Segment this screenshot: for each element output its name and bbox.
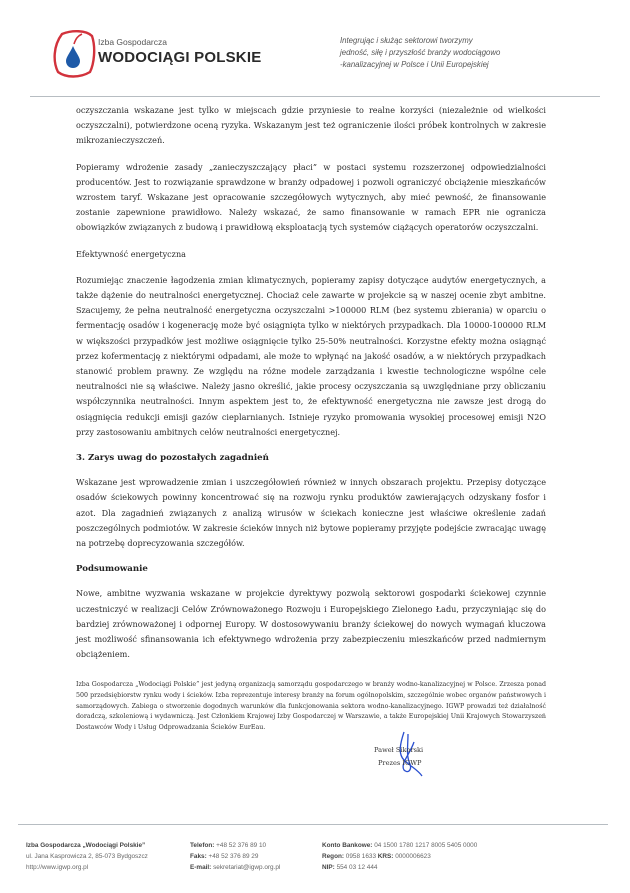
- signatory-name: Paweł Sikorski: [374, 746, 424, 754]
- paragraph: oczyszczania wskazane jest tylko w miejscach gdzie przyniesie to realne korzyści (niezależnie od wielkości oczyszczalni), potwierdzone oceną ryzyka. Wskazanym jest też ograniczenie ilości próbek kontrolnych w zakresie mikrozanieczyszczeń.: [76, 105, 546, 146]
- nip-value: 554 03 12 444: [336, 864, 378, 871]
- paragraph: Wskazane jest wprowadzenie zmian i uszczegółowień również w innych obszarach projektu. Przepisy dotyczące osadów ściekowych powinny koncentrować się na rozwoju rynku produktów zawierających odzyskany fosfor i azot. Dla zagadnień związanych z analizą wirusów w ściekach konieczne jest właściwe określenie zadań poszczególnych podmiotów. W zakresie ścieków innych niż bytowe popieramy przyjęte podejście zwracając uwagę na potrzebę doprecyzowania szczegółów.: [76, 477, 546, 549]
- motto-line: jedność, siłę i przyszłość branży wodociągowo: [340, 48, 501, 57]
- bank-value: 04 1500 1780 1217 8005 5405 0000: [374, 842, 478, 849]
- footer-address: [26, 840, 186, 873]
- motto-line: -kanalizacyjnej w Polsce i Unii Europejskiej: [340, 60, 489, 69]
- regon-label: Regon:: [322, 853, 345, 860]
- paragraph: Popieramy wdrożenie zasady „zanieczyszczający płaci” w postaci systemu rozszerzonej odpowiedzialności producentów. Jest to rozwiązanie sprawdzone w branży odpadowej i pozwoli ograniczyć obciążenie mieszkańców wzrostem taryf. Wskazane jest opracowanie szczegółowych wytycznych, aby mieć pewność, że finansowanie zostanie zapewnione prawidłowo. Należy wskazać, że samo finansowanie w ramach EPR nie ogranicza obowiązków związanych z budową i prawidłową eksploatacją tych systemów ciążących operatorów oczyszczalni.: [76, 161, 546, 233]
- logo-drop-icon: [52, 28, 96, 80]
- footer-website-link[interactable]: http://www.igwp.org.pl: [26, 864, 89, 871]
- nip-label: NIP:: [322, 864, 335, 871]
- email-link[interactable]: sekretariat@igwp.org.pl: [213, 864, 281, 871]
- paragraph: Nowe, ambitne wyzwania wskazane w projekcie dyrektywy pozwolą sektorowi gospodarki ściekowej czynnie uczestniczyć w realizacji Celów Zrównoważonego Rozwoju i Europejskiego Zielonego Ładu, przyczyniając się do bardziej zrównoważonej i odpornej Europy. W dostosowywaniu branży ściekowej do nowych wymagań kluczowa jest możliwość sfinansowania ich efektywnego wdrożenia przy zabezpieczeniu mieszkańców przed nadmiernym obciążeniem.: [76, 588, 546, 660]
- email-label: E-mail:: [190, 864, 212, 871]
- signatory-role: Prezes IGWP: [378, 759, 422, 767]
- section-heading: 3. Zarys uwag do pozostałych zagadnień: [76, 453, 269, 464]
- letter-body: [76, 103, 546, 674]
- subheading-energy-efficiency: Efektywność energetyczna: [76, 248, 186, 259]
- footer-org-name: Izba Gospodarcza „Wodociągi Polskie”: [26, 842, 146, 849]
- fax-value: +48 52 376 89 29: [208, 853, 259, 860]
- summary-heading: Podsumowanie: [76, 564, 148, 575]
- krs-value: 0000006623: [395, 853, 431, 860]
- org-name-logo: WODOCIĄGI POLSKIE: [98, 49, 262, 66]
- signature-block: [374, 744, 514, 770]
- phone-label: Telefon:: [190, 842, 215, 849]
- footer-divider: [18, 824, 608, 825]
- motto: [340, 35, 560, 71]
- org-name-small: Izba Gospodarcza: [98, 37, 167, 47]
- phone-value: +48 52 376 89 10: [216, 842, 267, 849]
- krs-label: KRS:: [377, 853, 394, 860]
- paragraph: Rozumiejąc znaczenie łagodzenia zmian klimatycznych, popieramy zapisy dotyczące audytów energetycznych, a także dążenie do neutralności energetycznej. Chociaż cele zawarte w projekcie są w naszej ocenie zbyt ambitne. Szacujemy, że pełna neutralność energetyczna oczyszczalni >100000 RLM (bez systemu zbierania) w oparciu o fermentację osadów i kogenerację może być osiągnięta tylko w niektórych przypadkach. Dla 10000-100000 RLM w większości przypadków jest możliwe osiągnięcie tylko 25-50% neutralności. Korzystne efekty można osiągnąć przez kofermentację z niektórymi odpadami, ale może to wpłynąć na jakość osadów, a w niektórych przypadkach stanowić problem prawny. Ze względu na różne modele zarządzania i kwestie technologiczne wspólne cele neutralności nie są właściwe. Należy jasno określić, jakie procesy oczyszczania są uwzględniane przy obliczaniu współczynnika neutralności. Innym aspektem jest to, że efektywność energetyczna nie zawsze jest drogą do osiągnięcia redukcji emisji gazów cieplarnianych. Istnieje ryzyko promowania wysokiej procesowej emisji N2O przy zastosowaniu ambitnych celów neutralności energetycznej.: [76, 274, 546, 437]
- organization-about: Izba Gospodarcza „Wodociągi Polskie” jest jedyną organizacją samorządu gospodarczego w branży wodno-kanalizacyjnej w Polsce. Zrzesza ponad 500 przedsiębiorstw rynku wody i ścieków. Izba reprezentuje interesy branży na forum ogólnopolskim, szczególnie wobec organów państwowych i samorządowych. Zabiega o stworzenie dogodnych warunków dla funkcjonowania sektora wodno-kanalizacyjnego. IGWP prowadzi też działalność doradczą, szkoleniową i wydawniczą. Jest Członkiem Krajowej Izby Gospodarczej w Warszawie, a także Europejskiej Unii Krajowych Stowarzyszeń Dostawców Wody i Usług Odprowadzania Ścieków EurEau.: [76, 681, 546, 732]
- footer-street: ul. Jana Kasprowicza 2, 85-073 Bydgoszcz: [26, 853, 148, 860]
- letterhead: [0, 0, 630, 100]
- regon-value: 0958 1633: [345, 853, 377, 860]
- motto-line: Integrując i służąc sektorowi tworzymy: [340, 36, 473, 45]
- fax-label: Faks:: [190, 853, 207, 860]
- footer-registry: [322, 840, 612, 873]
- header-divider: [30, 96, 600, 97]
- bank-label: Konto Bankowe:: [322, 842, 373, 849]
